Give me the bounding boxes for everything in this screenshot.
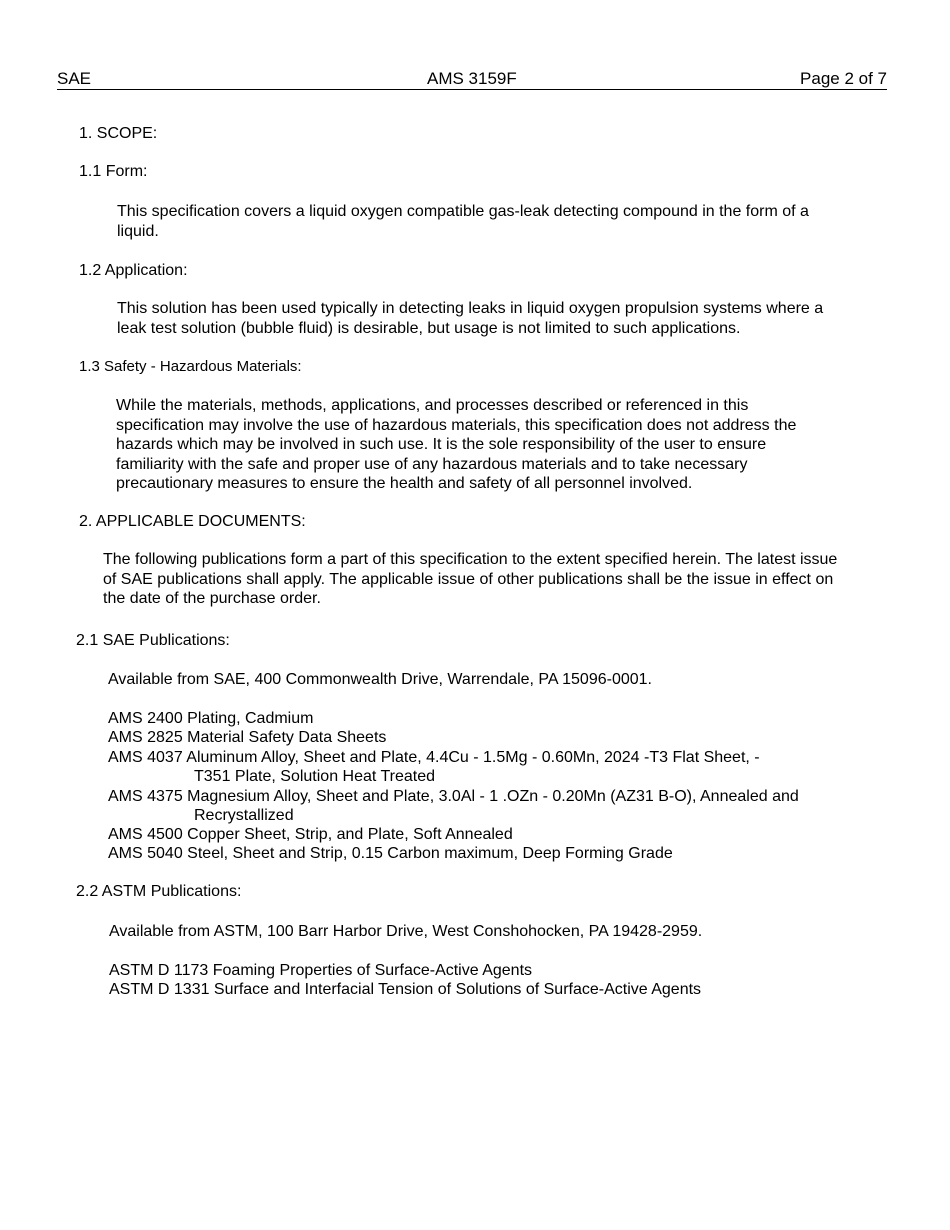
header-doc-number: AMS 3159F	[427, 69, 517, 88]
publication-title: Steel, Sheet and Strip, 0.15 Carbon maximum, Deep Forming Grade	[187, 845, 673, 862]
list-item	[108, 748, 760, 768]
header-page-number: Page 2 of 7	[800, 69, 887, 88]
publication-title: Copper Sheet, Strip, and Plate, Soft Annealed	[187, 826, 513, 843]
section-1-1-heading: 1.1 Form:	[79, 163, 148, 180]
publication-code: AMS 4037	[108, 749, 183, 766]
section-2-2-heading: 2.2 ASTM Publications:	[76, 883, 242, 900]
list-item-continuation: Recrystallized	[194, 807, 294, 824]
section-1-3-heading: 1.3 Safety - Hazardous Materials:	[79, 358, 302, 375]
list-item	[108, 728, 386, 748]
list-item-continuation: T351 Plate, Solution Heat Treated	[194, 768, 436, 785]
publication-code: AMS 4375	[108, 788, 183, 805]
section-2-1-heading: 2.1 SAE Publications:	[76, 632, 230, 649]
section-1-3-text: While the materials, methods, applications, and processes described or referenced in this specification may involve the use of hazardous materials, this specification does not address the hazards which may be involved in such use. It is the sole responsibility of the user to ensure familiarity with the safe and proper use of any hazardous materials and to take necessary precautionary measures to ensure the health and safety of all personnel involved.	[116, 397, 797, 492]
list-item	[108, 787, 799, 807]
astm-availability: Available from ASTM, 100 Barr Harbor Drive, West Conshohocken, PA 19428-2959.	[109, 923, 703, 940]
section-1-2-heading: 1.2 Application:	[79, 262, 188, 279]
publication-code: AMS 4500	[108, 826, 183, 843]
publication-title: Aluminum Alloy, Sheet and Plate, 4.4Cu - 1.5Mg - 0.60Mn, 2024 -T3 Flat Sheet, -	[186, 749, 760, 766]
section-1-2-text: This solution has been used typically in detecting leaks in liquid oxygen propulsion systems where a leak test solution (bubble fluid) is desirable, but usage is not limited to such applications.	[117, 300, 824, 337]
publication-code: AMS 5040	[108, 845, 183, 862]
list-item	[108, 825, 513, 845]
publication-code: AMS 2400	[108, 710, 183, 727]
publication-code: AMS 2825	[108, 729, 183, 746]
list-item	[108, 844, 673, 864]
list-item: ASTM D 1331 Surface and Interfacial Tension of Solutions of Surface-Active Agents	[109, 981, 702, 998]
list-item: ASTM D 1173 Foaming Properties of Surface-Active Agents	[109, 962, 533, 979]
publication-title: Material Safety Data Sheets	[187, 729, 387, 746]
publication-title: Magnesium Alloy, Sheet and Plate, 3.0Al - 1 .OZn - 0.20Mn (AZ31 B-O), Annealed and	[187, 788, 799, 805]
section-1-heading: 1. SCOPE:	[79, 125, 158, 142]
header-org: SAE	[57, 69, 92, 88]
sae-availability: Available from SAE, 400 Commonwealth Drive, Warrendale, PA 15096-0001.	[108, 671, 652, 688]
page-header	[57, 68, 887, 90]
list-item	[108, 709, 313, 729]
section-2-text: The following publications form a part of this specification to the extent specified herein. The latest issue of SAE publications shall apply. The applicable issue of other publications shall be the issue in effect on the date of the purchase order.	[103, 551, 838, 607]
section-1-1-text: This specification covers a liquid oxygen compatible gas-leak detecting compound in the form of a liquid.	[117, 203, 809, 240]
section-2-heading: 2. APPLICABLE DOCUMENTS:	[79, 513, 306, 530]
publication-title: Plating, Cadmium	[187, 710, 314, 727]
